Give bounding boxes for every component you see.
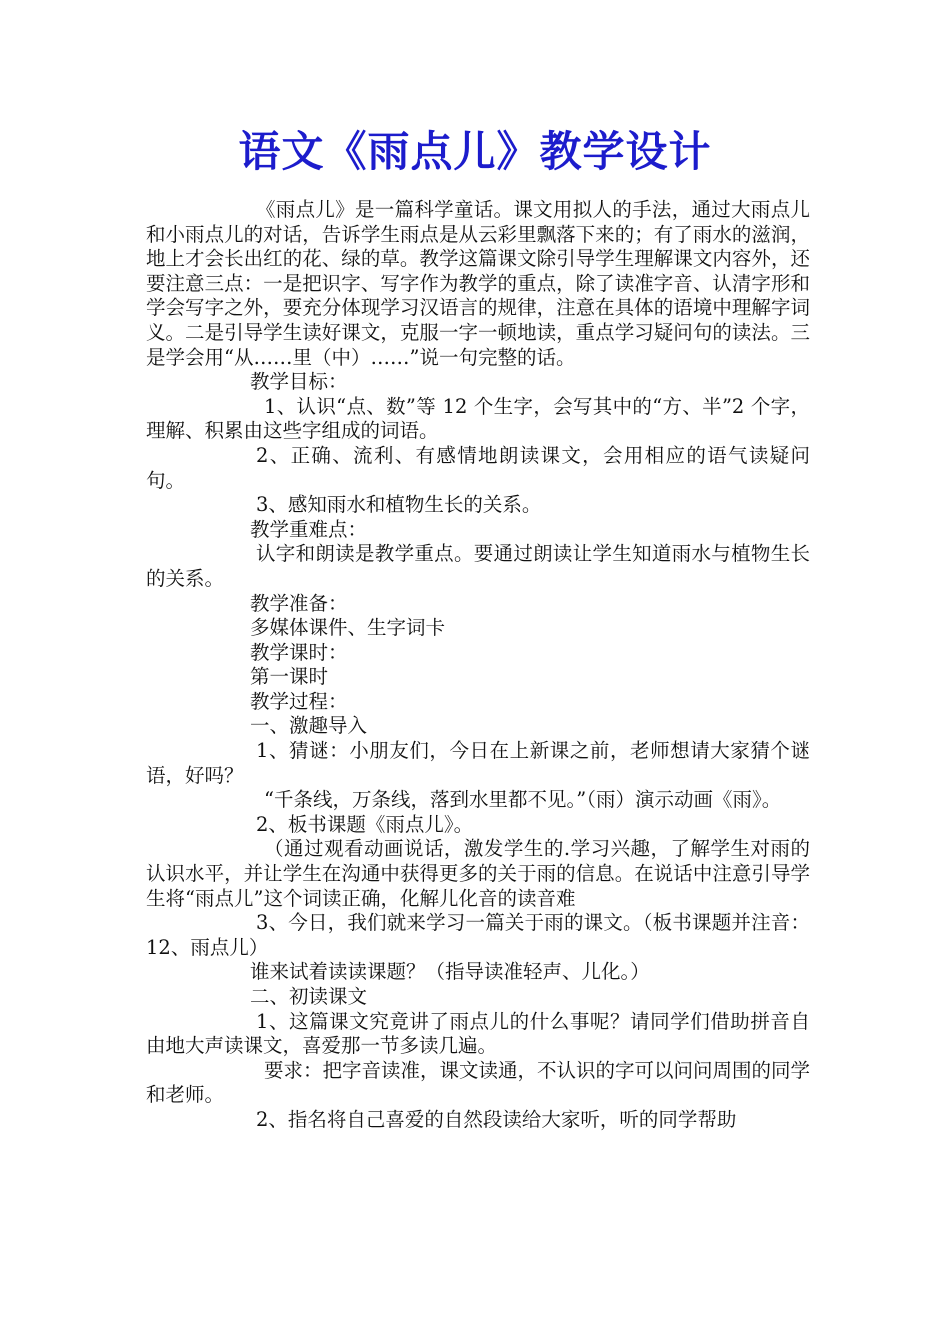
process-note: （通过观看动画说话，激发学生的.学习兴趣，了解学生对雨的认识水平，并让学生在沟通中获得更多的关于雨的信息。在说话中注意引导学生将“雨点儿”这个词读正确，化解儿化音的读音难: [146, 837, 810, 910]
section-heading-objectives: 教学目标：: [250, 370, 348, 394]
process-item: 1、这篇课文究竟讲了雨点儿的什么事呢？请同学们借助拼音自由地大声读课文，喜爱那一节多读几遍。: [146, 1009, 810, 1058]
process-step-heading: 一、激趣导入: [250, 714, 368, 738]
intro-paragraph: 《雨点儿》是一篇科学童话。课文用拟人的手法，通过大雨点儿和小雨点儿的对话，告诉学生雨点是从云彩里飘落下来的；有了雨水的滋润，地上才会长出红的花、绿的草。教学这篇课文除引导学生理解课文内容外，还要注意三点：一是把识字、写字作为教学的重点，除了读准字音、认清字形和学会写字之外，要充分体现学习汉语言的规律，注意在具体的语境中理解字词义。二是引导学生读好课文，克服一字一顿地读，重点学习疑问句的读法。三是学会用“从……里（中）……”说一句完整的话。: [146, 198, 810, 369]
document-title: 语文《雨点儿》教学设计: [238, 127, 712, 176]
process-item: 3、今日，我们就来学习一篇关于雨的课文。（板书课题并注音：12、雨点儿）: [146, 911, 810, 959]
section-heading-key-points: 教学重难点：: [250, 517, 368, 541]
process-item: 谁来试着读读课题？（指导读准轻声、儿化。）: [250, 960, 650, 984]
process-item: 2、指名将自己喜爱的自然段读给大家听，听的同学帮助: [256, 1107, 737, 1131]
section-heading-hours: 教学课时：: [250, 640, 348, 664]
process-item: 要求：把字音读准，课文读通，不认识的字可以问问周围的同学和老师。: [146, 1058, 811, 1107]
process-step-heading: 二、初读课文: [250, 985, 368, 1008]
hours-text: 第一课时: [250, 665, 329, 689]
objective-item: 3、感知雨水和植物生长的关系。: [256, 493, 542, 517]
preparation-text: 多媒体课件、生字词卡: [250, 616, 446, 640]
section-heading-preparation: 教学准备：: [250, 591, 348, 615]
section-heading-process: 教学过程：: [250, 689, 348, 713]
document-body: [146, 198, 810, 1133]
objective-item: 2、正确、流利、有感情地朗读课文，会用相应的语气读疑问句。: [146, 443, 810, 492]
key-points-text: 认字和朗读是教学重点。要通过朗读让学生知道雨水与植物生长的关系。: [146, 542, 810, 590]
process-item: “千条线，万条线，落到水里都不见。”（雨）演示动画《雨》。: [264, 788, 782, 812]
process-item: 1、猜谜：小朋友们，今日在上新课之前，老师想请大家猜个谜语，好吗？: [146, 739, 810, 787]
objective-item: 1、认识“点、数”等 12 个生字，会写其中的“方、半”2 个字，理解、积累由这些字组成的词语。: [146, 394, 810, 443]
process-item: 2、板书课题《雨点儿》。: [256, 812, 474, 836]
